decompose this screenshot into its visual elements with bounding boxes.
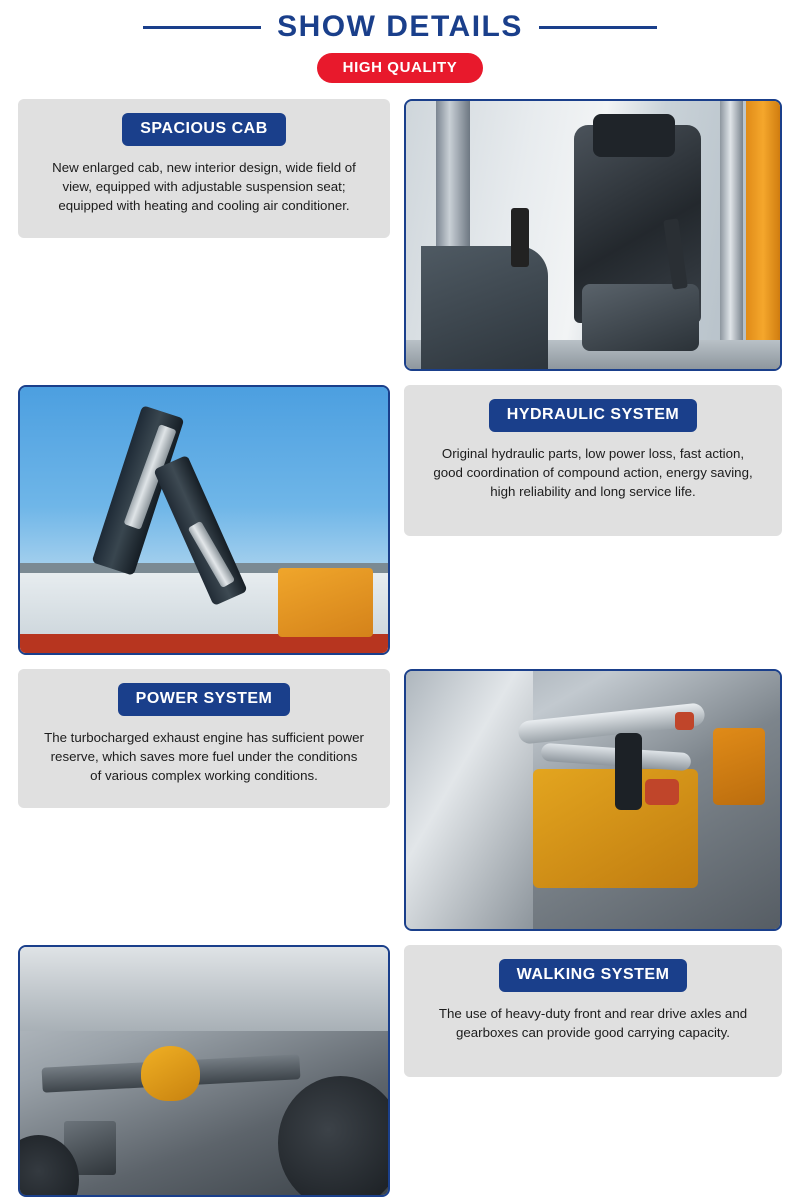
cab-headrest [593,114,675,157]
cab-body-panel [746,101,780,369]
section-body-spacious-cab: New enlarged cab, new interior design, wide field of view, equipped with adjustable suspension seat; equipped with heating and cooling air conditioner. [52,160,356,213]
cab-dashboard [421,246,548,369]
badge-row [0,53,800,83]
section-label-spacious-cab: SPACIOUS CAB [122,113,286,146]
title-row [0,10,800,44]
engine-red-fitting [675,712,694,730]
row-power-system [18,669,782,931]
section-label-hydraulic-system: HYDRAULIC SYSTEM [489,399,697,432]
col-text-walking [404,945,782,1077]
boom-arm-photo [18,385,390,655]
boom-machine-body [278,568,374,637]
engine-red-coupling [645,779,679,805]
col-text-spacious-cab [18,99,390,238]
section-label-walking-system: WALKING SYSTEM [499,959,688,992]
cab-interior-photo [404,99,782,371]
section-body-hydraulic-system: Original hydraulic parts, low power loss, fast action, good coordination of compound action, energy saving, high reliability and long service life. [433,446,753,499]
col-photo-cab [404,99,782,371]
drive-axle-photo [18,945,390,1197]
title-rule-right [539,26,657,29]
col-text-hydraulic [404,385,782,536]
row-hydraulic-system [18,385,782,655]
section-body-walking-system: The use of heavy-duty front and rear drive axles and gearboxes can provide good carrying capacity. [438,1006,748,1040]
cab-pillar-right [720,101,742,369]
engine-rubber-hose [615,733,641,810]
engine-side-panel [713,728,765,805]
col-photo-axle [18,945,390,1197]
card-walking-system [404,945,782,1077]
row-walking-system [18,945,782,1197]
engine-hood-panel [406,671,533,929]
row-spacious-cab [18,99,782,371]
page-header [0,0,800,83]
quality-badge: HIGH QUALITY [317,53,484,83]
card-hydraulic-system [404,385,782,536]
engine-bay-photo [404,669,782,931]
title-rule-left [143,26,261,29]
axle-under-body-plate [20,947,388,1031]
boom-ground [20,634,388,653]
card-power-system [18,669,390,808]
page-title: SHOW DETAILS [277,10,523,43]
section-body-power-system: The turbocharged exhaust engine has sufficient power reserve, which saves more fuel under the conditions of various complex working conditions. [44,730,364,783]
col-photo-boom [18,385,390,655]
details-grid [0,99,800,1197]
cab-joystick-left [511,208,530,267]
col-text-power [18,669,390,808]
section-label-power-system: POWER SYSTEM [118,683,291,716]
col-photo-engine [404,669,782,931]
axle-differential-housing [141,1046,200,1101]
card-spacious-cab [18,99,390,238]
